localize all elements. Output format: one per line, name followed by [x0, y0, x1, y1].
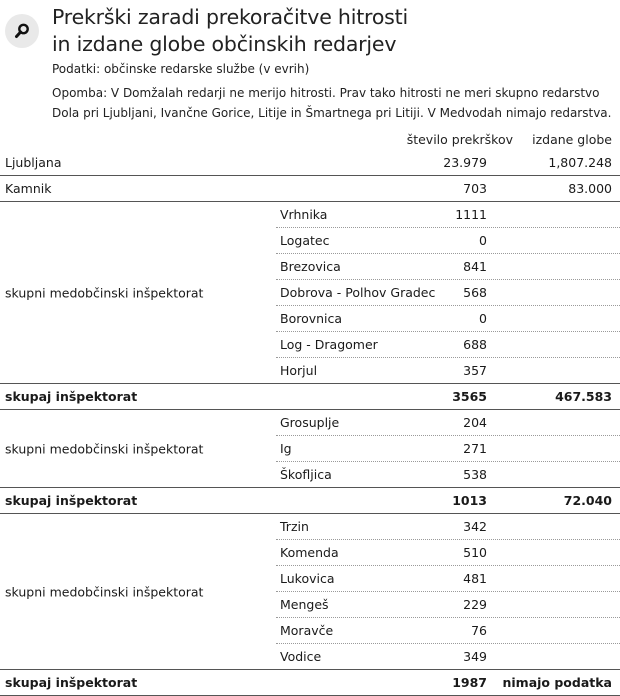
title-line-2: in izdane globe občinskih redarjev	[52, 32, 397, 56]
row-count: 23.979	[443, 155, 487, 170]
page-title	[52, 4, 408, 58]
note-line-1: Opomba: V Domžalah redarji ne merijo hitrosti. Prav tako hitrosti ne meri skupno redarstvo	[52, 86, 600, 100]
group-label: skupni medobčinski inšpektorat	[5, 584, 204, 599]
total-count: 1013	[452, 493, 487, 508]
member-count: 568	[463, 285, 487, 300]
row-fines: 83.000	[568, 181, 612, 196]
column-header-fines: izdane globe	[532, 132, 612, 147]
member-row	[276, 227, 620, 253]
group-total-row	[0, 384, 620, 410]
member-row	[276, 357, 620, 383]
member-row	[276, 410, 620, 435]
member-name: Log - Dragomer	[280, 337, 378, 352]
table-row	[0, 176, 620, 202]
total-fines: 72.040	[563, 493, 612, 508]
member-count: 0	[479, 233, 487, 248]
inspectorate-group	[0, 410, 620, 488]
member-row	[276, 435, 620, 461]
member-name: Dobrova - Polhov Gradec	[280, 285, 436, 300]
member-count: 0	[479, 311, 487, 326]
member-name: Vodice	[280, 649, 322, 664]
total-label: skupaj inšpektorat	[5, 493, 138, 508]
member-count: 841	[463, 259, 487, 274]
member-count: 349	[463, 649, 487, 664]
member-name: Grosuplje	[280, 415, 340, 430]
member-row	[276, 461, 620, 487]
group-total-row	[0, 488, 620, 514]
member-count: 481	[463, 571, 487, 586]
member-count: 76	[471, 623, 487, 638]
total-label: skupaj inšpektorat	[5, 675, 138, 690]
member-row	[276, 202, 620, 227]
member-row	[276, 305, 620, 331]
member-name: Logatec	[280, 233, 330, 248]
member-name: Borovnica	[280, 311, 343, 326]
member-name: Moravče	[280, 623, 334, 638]
group-total-row	[0, 670, 620, 696]
member-name: Horjul	[280, 363, 318, 378]
row-count: 703	[463, 181, 487, 196]
row-fines: 1,807.248	[548, 155, 612, 170]
member-count: 538	[463, 467, 487, 482]
member-row	[276, 591, 620, 617]
row-label: Ljubljana	[5, 155, 62, 170]
data-table	[0, 150, 620, 696]
member-count: 204	[463, 415, 487, 430]
note-line-2: Dola pri Ljubljani, Ivančne Gorice, Litije in Šmartnega pri Litiji. V Medvodah nimajo redarstva.	[52, 106, 612, 120]
note-text	[52, 83, 611, 123]
member-row	[276, 643, 620, 669]
search-icon	[13, 22, 31, 40]
member-row	[276, 279, 620, 305]
total-count: 3565	[452, 389, 487, 404]
member-count: 357	[463, 363, 487, 378]
title-line-1: Prekrški zaradi prekoračitve hitrosti	[52, 5, 408, 29]
member-row	[276, 565, 620, 591]
group-label: skupni medobčinski inšpektorat	[5, 441, 204, 456]
total-count: 1987	[452, 675, 487, 690]
member-name: Mengeš	[280, 597, 329, 612]
row-label: Kamnik	[5, 181, 52, 196]
member-row	[276, 514, 620, 539]
member-name: Trzin	[280, 519, 309, 534]
member-name: Lukovica	[280, 571, 335, 586]
member-row	[276, 617, 620, 643]
search-badge[interactable]	[5, 14, 39, 48]
member-count: 271	[463, 441, 487, 456]
member-count: 229	[463, 597, 487, 612]
member-row	[276, 539, 620, 565]
member-row	[276, 331, 620, 357]
member-count: 510	[463, 545, 487, 560]
member-count: 1111	[455, 207, 487, 222]
source-text: Podatki: občinske redarske službe (v evrih)	[52, 62, 310, 76]
member-count: 342	[463, 519, 487, 534]
header	[0, 0, 620, 127]
inspectorate-group	[0, 514, 620, 670]
member-name: Ig	[280, 441, 292, 456]
member-row	[276, 253, 620, 279]
table-row	[0, 150, 620, 176]
column-header-count: število prekrškov	[406, 132, 513, 147]
member-name: Brezovica	[280, 259, 341, 274]
member-name: Škofljica	[280, 467, 332, 482]
group-label: skupni medobčinski inšpektorat	[5, 285, 204, 300]
total-label: skupaj inšpektorat	[5, 389, 138, 404]
total-fines: nimajo podatka	[502, 675, 612, 690]
member-name: Komenda	[280, 545, 339, 560]
inspectorate-group	[0, 202, 620, 384]
total-fines: 467.583	[555, 389, 612, 404]
member-name: Vrhnika	[280, 207, 328, 222]
member-count: 688	[463, 337, 487, 352]
